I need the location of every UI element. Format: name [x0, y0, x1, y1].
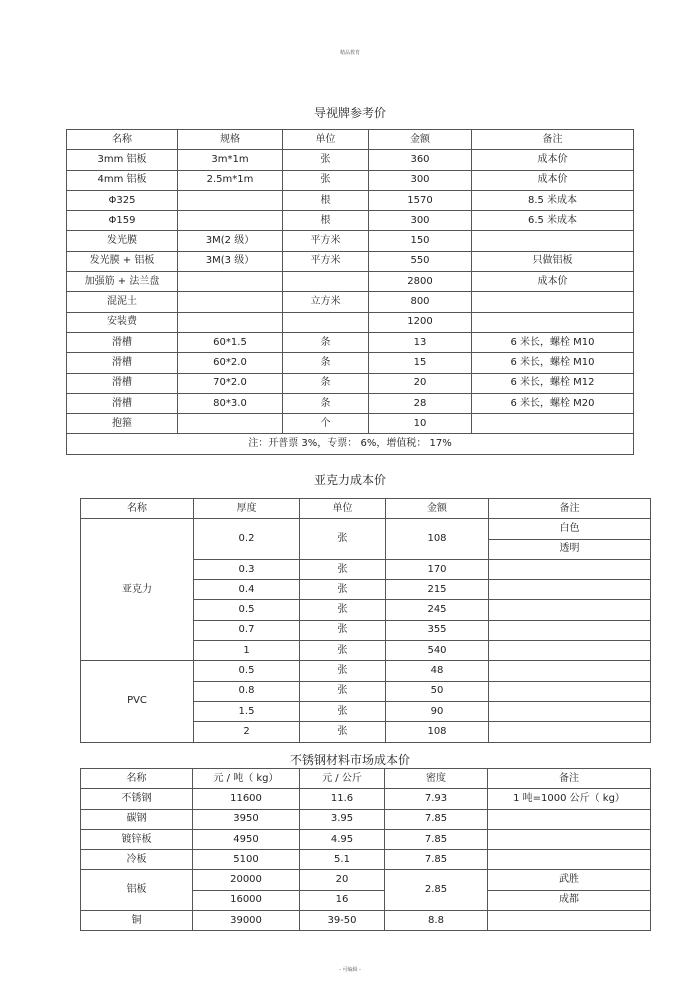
table-row — [67, 332, 634, 352]
table-cell: 8.5 米成本 — [472, 190, 634, 210]
table-cell: 7.85 — [385, 829, 488, 849]
page-header: 精品教育 — [339, 50, 360, 56]
table-cell: Φ325 — [67, 190, 178, 210]
table-cell — [489, 559, 651, 579]
table-cell: 4mm 铝板 — [67, 170, 178, 190]
table-cell: 90 — [386, 701, 489, 721]
table-cell: 加强筋 + 法兰盘 — [67, 272, 178, 292]
table-cell: 单位 — [300, 499, 386, 519]
table-cell: 170 — [386, 559, 489, 579]
table-cell: 注：开普票 3%，专票： 6%，增值税： 17% — [67, 434, 634, 454]
table-cell: 3.95 — [300, 809, 385, 829]
table-cell: 张 — [300, 519, 386, 560]
table-cell: 20 — [369, 373, 472, 393]
table-cell: 备注 — [488, 769, 651, 789]
table-cell: 2.85 — [385, 870, 488, 911]
table-cell — [489, 661, 651, 681]
table-cell: 0.2 — [194, 519, 300, 560]
table-cell: 备注 — [489, 499, 651, 519]
table-cell: 备注 — [472, 130, 634, 150]
table-cell — [489, 641, 651, 661]
table-cell: 只做铝板 — [472, 251, 634, 271]
table-cell: 元 / 吨（ kg） — [193, 769, 300, 789]
table-cell: 6 米长，螺栓 M10 — [472, 332, 634, 352]
table-cell: 2.5m*1m — [178, 170, 283, 190]
table-cell: 张 — [300, 681, 386, 701]
table-cell: 0.8 — [194, 681, 300, 701]
table-cell: 张 — [300, 661, 386, 681]
table-cell: 3M(2 级） — [178, 231, 283, 251]
table-cell: 5.1 — [300, 850, 385, 870]
table-cell: 4.95 — [300, 829, 385, 849]
header-row — [67, 130, 634, 150]
table2-title: 亚克力成本价 — [313, 473, 386, 487]
table-cell: 5100 — [193, 850, 300, 870]
table-cell: 成都 — [488, 890, 651, 910]
table-row — [67, 414, 634, 434]
table-cell — [489, 681, 651, 701]
table-cell: 800 — [369, 292, 472, 312]
table-cell: 镀锌板 — [81, 829, 193, 849]
table-cell: 条 — [283, 353, 369, 373]
table-cell: 抱箍 — [67, 414, 178, 434]
table-row — [67, 272, 634, 292]
table-cell: 3950 — [193, 809, 300, 829]
table-row — [67, 373, 634, 393]
table-cell: 滑槽 — [67, 373, 178, 393]
table-cell: 11600 — [193, 789, 300, 809]
table-cell — [489, 620, 651, 640]
table-row — [67, 312, 634, 332]
table-cell: 108 — [386, 519, 489, 560]
table-cell — [472, 414, 634, 434]
table-cell: 单位 — [283, 130, 369, 150]
table-row — [81, 789, 651, 809]
table-cell: 3M(3 级） — [178, 251, 283, 271]
table-cell — [178, 312, 283, 332]
table-row — [81, 661, 651, 681]
table-cell: 滑槽 — [67, 332, 178, 352]
table-cell: 0.5 — [194, 600, 300, 620]
table-cell: 个 — [283, 414, 369, 434]
table-cell: 80*3.0 — [178, 393, 283, 413]
table-cell: 39-50 — [300, 911, 385, 931]
table-cell: 铝板 — [81, 870, 193, 911]
table-cell: 厚度 — [194, 499, 300, 519]
table3-title: 不锈钢材料市场成本价 — [289, 753, 410, 767]
table-row — [67, 393, 634, 413]
table-cell: 张 — [300, 559, 386, 579]
table-cell: 15 — [369, 353, 472, 373]
table-cell — [489, 701, 651, 721]
table-cell: 39000 — [193, 911, 300, 931]
table-cell: 金额 — [369, 130, 472, 150]
table-cell: 360 — [369, 150, 472, 170]
table-cell: 10 — [369, 414, 472, 434]
table-cell: 张 — [300, 701, 386, 721]
table-cell: 7.93 — [385, 789, 488, 809]
table-cell: 条 — [283, 373, 369, 393]
table1-title: 导视牌参考价 — [313, 106, 386, 120]
acrylic-price-table — [80, 498, 651, 743]
table-cell: 规格 — [178, 130, 283, 150]
table-cell: 0.4 — [194, 580, 300, 600]
table-cell: 550 — [369, 251, 472, 271]
table-row — [67, 211, 634, 231]
table-cell: 金额 — [386, 499, 489, 519]
table-row — [67, 150, 634, 170]
table-cell: 108 — [386, 722, 489, 742]
table-cell: 60*2.0 — [178, 353, 283, 373]
table-cell: 0.5 — [194, 661, 300, 681]
table-cell: 元 / 公斤 — [300, 769, 385, 789]
table-cell: 名称 — [81, 499, 194, 519]
table-cell: 不锈钢 — [81, 789, 193, 809]
table-cell — [489, 722, 651, 742]
table-cell — [472, 312, 634, 332]
table-cell — [472, 292, 634, 312]
table-cell: 1 — [194, 641, 300, 661]
table-cell: 密度 — [385, 769, 488, 789]
table-cell: 碳钢 — [81, 809, 193, 829]
table-cell: 4950 — [193, 829, 300, 849]
table-row — [67, 170, 634, 190]
table-cell: 条 — [283, 393, 369, 413]
table-cell — [489, 580, 651, 600]
table-cell — [178, 190, 283, 210]
table-cell: Φ159 — [67, 211, 178, 231]
table-cell: 150 — [369, 231, 472, 251]
table-cell: 0.7 — [194, 620, 300, 640]
table-cell: 20000 — [193, 870, 300, 890]
table-cell: 540 — [386, 641, 489, 661]
header-row — [81, 769, 651, 789]
table-cell: 300 — [369, 170, 472, 190]
table-cell: 安装费 — [67, 312, 178, 332]
table-cell: 平方米 — [283, 251, 369, 271]
table-cell: 张 — [283, 170, 369, 190]
table-cell — [472, 231, 634, 251]
table-cell: 2800 — [369, 272, 472, 292]
table-cell: 6 米长，螺栓 M20 — [472, 393, 634, 413]
note-row — [67, 434, 634, 454]
table-cell: 立方米 — [283, 292, 369, 312]
table-cell: 2 — [194, 722, 300, 742]
table-cell: 张 — [300, 580, 386, 600]
table-cell: 条 — [283, 332, 369, 352]
table-cell: 6 米长，螺栓 M12 — [472, 373, 634, 393]
table-cell: 发光膜 — [67, 231, 178, 251]
table-row — [81, 911, 651, 931]
table-cell: 50 — [386, 681, 489, 701]
table-cell: 16000 — [193, 890, 300, 910]
table-cell: 混泥土 — [67, 292, 178, 312]
table-cell: 透明 — [489, 539, 651, 559]
table-cell: 355 — [386, 620, 489, 640]
table-cell: 平方米 — [283, 231, 369, 251]
table-cell: 6 米长，螺栓 M10 — [472, 353, 634, 373]
table-cell: 1570 — [369, 190, 472, 210]
table-row — [81, 850, 651, 870]
table-cell: 7.85 — [385, 850, 488, 870]
table-cell — [178, 272, 283, 292]
table-cell: 名称 — [67, 130, 178, 150]
table-cell: 245 — [386, 600, 489, 620]
table-cell: 0.3 — [194, 559, 300, 579]
table-cell: 滑槽 — [67, 353, 178, 373]
table-cell — [488, 829, 651, 849]
steel-price-table — [80, 768, 651, 931]
table-cell: 武胜 — [488, 870, 651, 890]
table-cell: 白色 — [489, 519, 651, 539]
table-cell: 铜 — [81, 911, 193, 931]
table-cell: 1 吨=1000 公斤（ kg） — [488, 789, 651, 809]
table-cell: 20 — [300, 870, 385, 890]
header-row — [81, 499, 651, 519]
table-cell — [488, 850, 651, 870]
table-cell: 张 — [300, 722, 386, 742]
table-cell: 名称 — [81, 769, 193, 789]
table-cell: 滑槽 — [67, 393, 178, 413]
table-cell: 冷板 — [81, 850, 193, 870]
table-row — [81, 829, 651, 849]
table-cell: 1200 — [369, 312, 472, 332]
table-row — [67, 353, 634, 373]
table-cell: 13 — [369, 332, 472, 352]
table-cell: 215 — [386, 580, 489, 600]
table-cell: 3mm 铝板 — [67, 150, 178, 170]
table-cell: 张 — [300, 620, 386, 640]
table-cell: 60*1.5 — [178, 332, 283, 352]
table-cell: 根 — [283, 190, 369, 210]
table-cell — [178, 211, 283, 231]
page-footer: - 可编辑 - — [339, 967, 361, 973]
table-cell: 70*2.0 — [178, 373, 283, 393]
table-cell: 张 — [300, 641, 386, 661]
table-cell — [178, 292, 283, 312]
signage-price-table — [66, 129, 634, 455]
table-cell: 张 — [283, 150, 369, 170]
table-cell: 16 — [300, 890, 385, 910]
table-cell: 亚克力 — [81, 519, 194, 661]
table-cell — [488, 911, 651, 931]
table-cell: 8.8 — [385, 911, 488, 931]
table-row — [81, 519, 651, 539]
table-cell — [488, 809, 651, 829]
table-cell: 张 — [300, 600, 386, 620]
table-row — [67, 190, 634, 210]
table-row — [67, 292, 634, 312]
table-cell: 发光膜 + 铝板 — [67, 251, 178, 271]
table-cell: 1.5 — [194, 701, 300, 721]
table-cell: 7.85 — [385, 809, 488, 829]
table-cell: 48 — [386, 661, 489, 681]
table-cell — [283, 272, 369, 292]
table-cell: 28 — [369, 393, 472, 413]
table-cell: 根 — [283, 211, 369, 231]
table-cell: 3m*1m — [178, 150, 283, 170]
table-row — [81, 809, 651, 829]
table-cell: PVC — [81, 661, 194, 742]
table-cell: 300 — [369, 211, 472, 231]
table-cell — [283, 312, 369, 332]
table-cell: 成本价 — [472, 170, 634, 190]
table-cell: 11.6 — [300, 789, 385, 809]
table-row — [67, 251, 634, 271]
table-cell: 6.5 米成本 — [472, 211, 634, 231]
table-row — [67, 231, 634, 251]
table-cell: 成本价 — [472, 272, 634, 292]
table-cell — [489, 600, 651, 620]
table-row — [81, 870, 651, 890]
table-cell — [178, 414, 283, 434]
table-cell: 成本价 — [472, 150, 634, 170]
